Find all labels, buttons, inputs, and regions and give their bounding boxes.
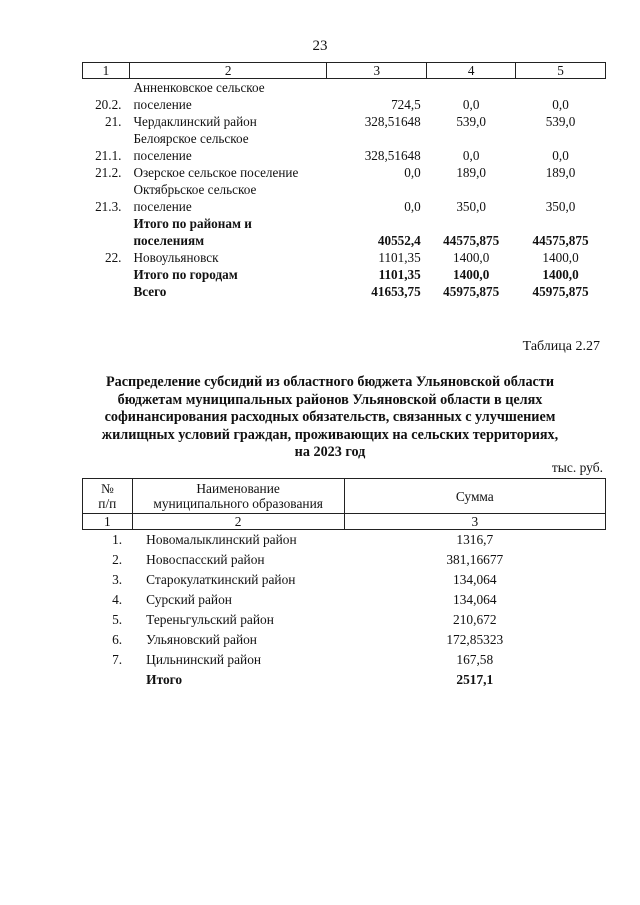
table-colnum-row <box>83 514 606 530</box>
row-name <box>129 249 326 266</box>
value-col3: 40552,4 <box>377 233 421 248</box>
row-number: 4. <box>112 592 123 607</box>
row-name-line: Всего <box>133 284 167 299</box>
table-header-row <box>83 63 606 79</box>
value-col4: 0,0 <box>462 97 480 112</box>
row-name <box>129 283 326 300</box>
value-col4: 44575,875 <box>443 233 500 248</box>
colnum-cell: 1 <box>83 63 130 79</box>
row-number <box>83 670 133 690</box>
colnum-cell: 3 <box>344 514 605 530</box>
value-col4: 1400,0 <box>453 267 490 282</box>
row-name <box>129 113 326 130</box>
row-name-line: Чердаклинский район <box>133 114 257 129</box>
row-sum: 210,672 <box>453 612 497 627</box>
row-number: 2. <box>112 552 123 567</box>
table-row <box>83 670 606 690</box>
value-col5: 189,0 <box>545 165 576 180</box>
row-name: Сурский район <box>146 592 232 607</box>
title-line: бюджетам муниципальных районов Ульяновской области в целях <box>117 391 543 408</box>
row-sum: 134,064 <box>453 592 497 607</box>
title-line: софинансирования расходных обязательств, связанных с улучшением <box>104 409 556 425</box>
value-col4: 189,0 <box>456 165 486 180</box>
title-line: на 2023 год <box>294 444 366 460</box>
value-col3: 724,5 <box>391 97 421 112</box>
row-name <box>129 181 326 215</box>
table-row <box>83 113 606 130</box>
row-name <box>129 79 326 114</box>
row-number: 7. <box>112 652 123 667</box>
header-num-line: № <box>100 481 114 496</box>
table-row <box>83 550 606 570</box>
row-name-line: Белоярское сельское <box>133 131 249 146</box>
row-number: 3. <box>112 572 123 587</box>
row-name-line: Новоульяновск <box>133 250 219 265</box>
row-name-line: поселениям <box>133 233 205 248</box>
colnum-cell: 2 <box>129 63 326 79</box>
row-number: 6. <box>112 632 123 647</box>
row-number <box>83 266 130 283</box>
value-col5: 539,0 <box>545 114 576 129</box>
row-number: 21. <box>104 114 122 129</box>
row-number: 5. <box>112 612 123 627</box>
row-sum: 2517,1 <box>456 672 494 687</box>
table-row <box>83 610 606 630</box>
table-row <box>83 249 606 266</box>
header-num <box>83 479 133 514</box>
row-name <box>129 130 326 164</box>
row-name-line: Итого по районам и <box>133 216 252 231</box>
value-col5: 1400,0 <box>542 250 579 265</box>
table-row <box>83 181 606 215</box>
title-line: Распределение субсидий из областного бюджета Ульяновской области <box>106 374 554 390</box>
unit-label: тыс. руб. <box>551 460 603 475</box>
row-name: Старокулаткинский район <box>146 572 296 587</box>
value-col5: 45975,875 <box>532 284 589 299</box>
value-col4: 350,0 <box>456 199 486 214</box>
row-number: 21.2. <box>95 165 122 180</box>
header-name-line: Наименование <box>196 481 280 496</box>
colnum-cell: 3 <box>327 63 427 79</box>
table-row <box>83 570 606 590</box>
table-row <box>83 215 606 249</box>
subsidy-table <box>82 478 606 690</box>
header-name <box>132 479 344 514</box>
row-number: 22. <box>104 250 122 265</box>
row-sum: 172,85323 <box>446 632 504 647</box>
row-name: Новоспасский район <box>146 552 265 567</box>
row-sum: 1316,7 <box>456 532 494 547</box>
row-name-line: Октябрьское сельское <box>133 182 257 197</box>
table-row <box>83 266 606 283</box>
row-number: 20.2. <box>95 97 122 112</box>
table-row <box>83 590 606 610</box>
value-col3: 41653,75 <box>371 284 421 299</box>
row-name-line: поселение <box>133 148 192 163</box>
value-col3: 328,51648 <box>364 114 421 129</box>
header-sum: Сумма <box>344 479 605 514</box>
continuation-table <box>82 62 606 300</box>
table-row <box>83 130 606 164</box>
row-name <box>129 164 326 181</box>
table-row <box>83 283 606 300</box>
row-number: 21.1. <box>95 148 122 163</box>
row-name-line: поселение <box>133 199 192 214</box>
row-name-line: Анненковское сельское <box>133 80 265 95</box>
colnum-cell: 2 <box>132 514 344 530</box>
row-number: 1. <box>112 532 123 547</box>
row-name: Цильнинский район <box>146 652 262 667</box>
row-sum: 381,16677 <box>446 552 504 567</box>
value-col4: 45975,875 <box>443 284 500 299</box>
value-col3: 0,0 <box>404 199 421 214</box>
row-name-line: поселение <box>133 97 192 112</box>
table-row <box>83 164 606 181</box>
colnum-cell: 5 <box>516 63 606 79</box>
value-col4: 1400,0 <box>453 250 490 265</box>
value-col5: 0,0 <box>552 97 569 112</box>
row-sum: 134,064 <box>453 572 497 587</box>
value-col4: 0,0 <box>462 148 480 163</box>
value-col5: 1400,0 <box>542 267 579 282</box>
table-row <box>83 530 606 551</box>
table-title <box>70 374 590 462</box>
value-col5: 44575,875 <box>532 233 589 248</box>
row-number <box>83 215 130 249</box>
row-name: Новомалыклинский район <box>146 532 297 547</box>
header-num-line: п/п <box>98 496 117 511</box>
page-number: 23 <box>312 38 328 54</box>
row-sum: 167,58 <box>456 652 494 667</box>
title-line: жилищных условий граждан, проживающих на сельских территориях, <box>101 426 559 443</box>
header-name-line: муниципального образования <box>153 496 323 511</box>
table-row <box>83 79 606 114</box>
row-name: Ульяновский район <box>146 632 257 647</box>
row-name <box>129 266 326 283</box>
value-col3: 0,0 <box>404 165 421 180</box>
colnum-cell: 4 <box>427 63 516 79</box>
row-name <box>129 215 326 249</box>
table-caption: Таблица 2.27 <box>522 339 600 354</box>
row-name-line: Итого по городам <box>133 267 238 282</box>
value-col3: 1101,35 <box>378 267 421 282</box>
value-col5: 0,0 <box>552 148 569 163</box>
table-row <box>83 650 606 670</box>
row-name-line: Озерское сельское поселение <box>133 165 299 180</box>
value-col3: 328,51648 <box>364 148 421 163</box>
value-col5: 350,0 <box>545 199 576 214</box>
row-number: 21.3. <box>95 199 122 214</box>
row-number <box>83 283 130 300</box>
row-name: Тереньгульский район <box>146 612 274 627</box>
table-header-row <box>83 479 606 514</box>
table-row <box>83 630 606 650</box>
value-col4: 539,0 <box>456 114 486 129</box>
value-col3: 1101,35 <box>378 250 421 265</box>
colnum-cell: 1 <box>83 514 133 530</box>
row-name: Итого <box>146 672 183 687</box>
